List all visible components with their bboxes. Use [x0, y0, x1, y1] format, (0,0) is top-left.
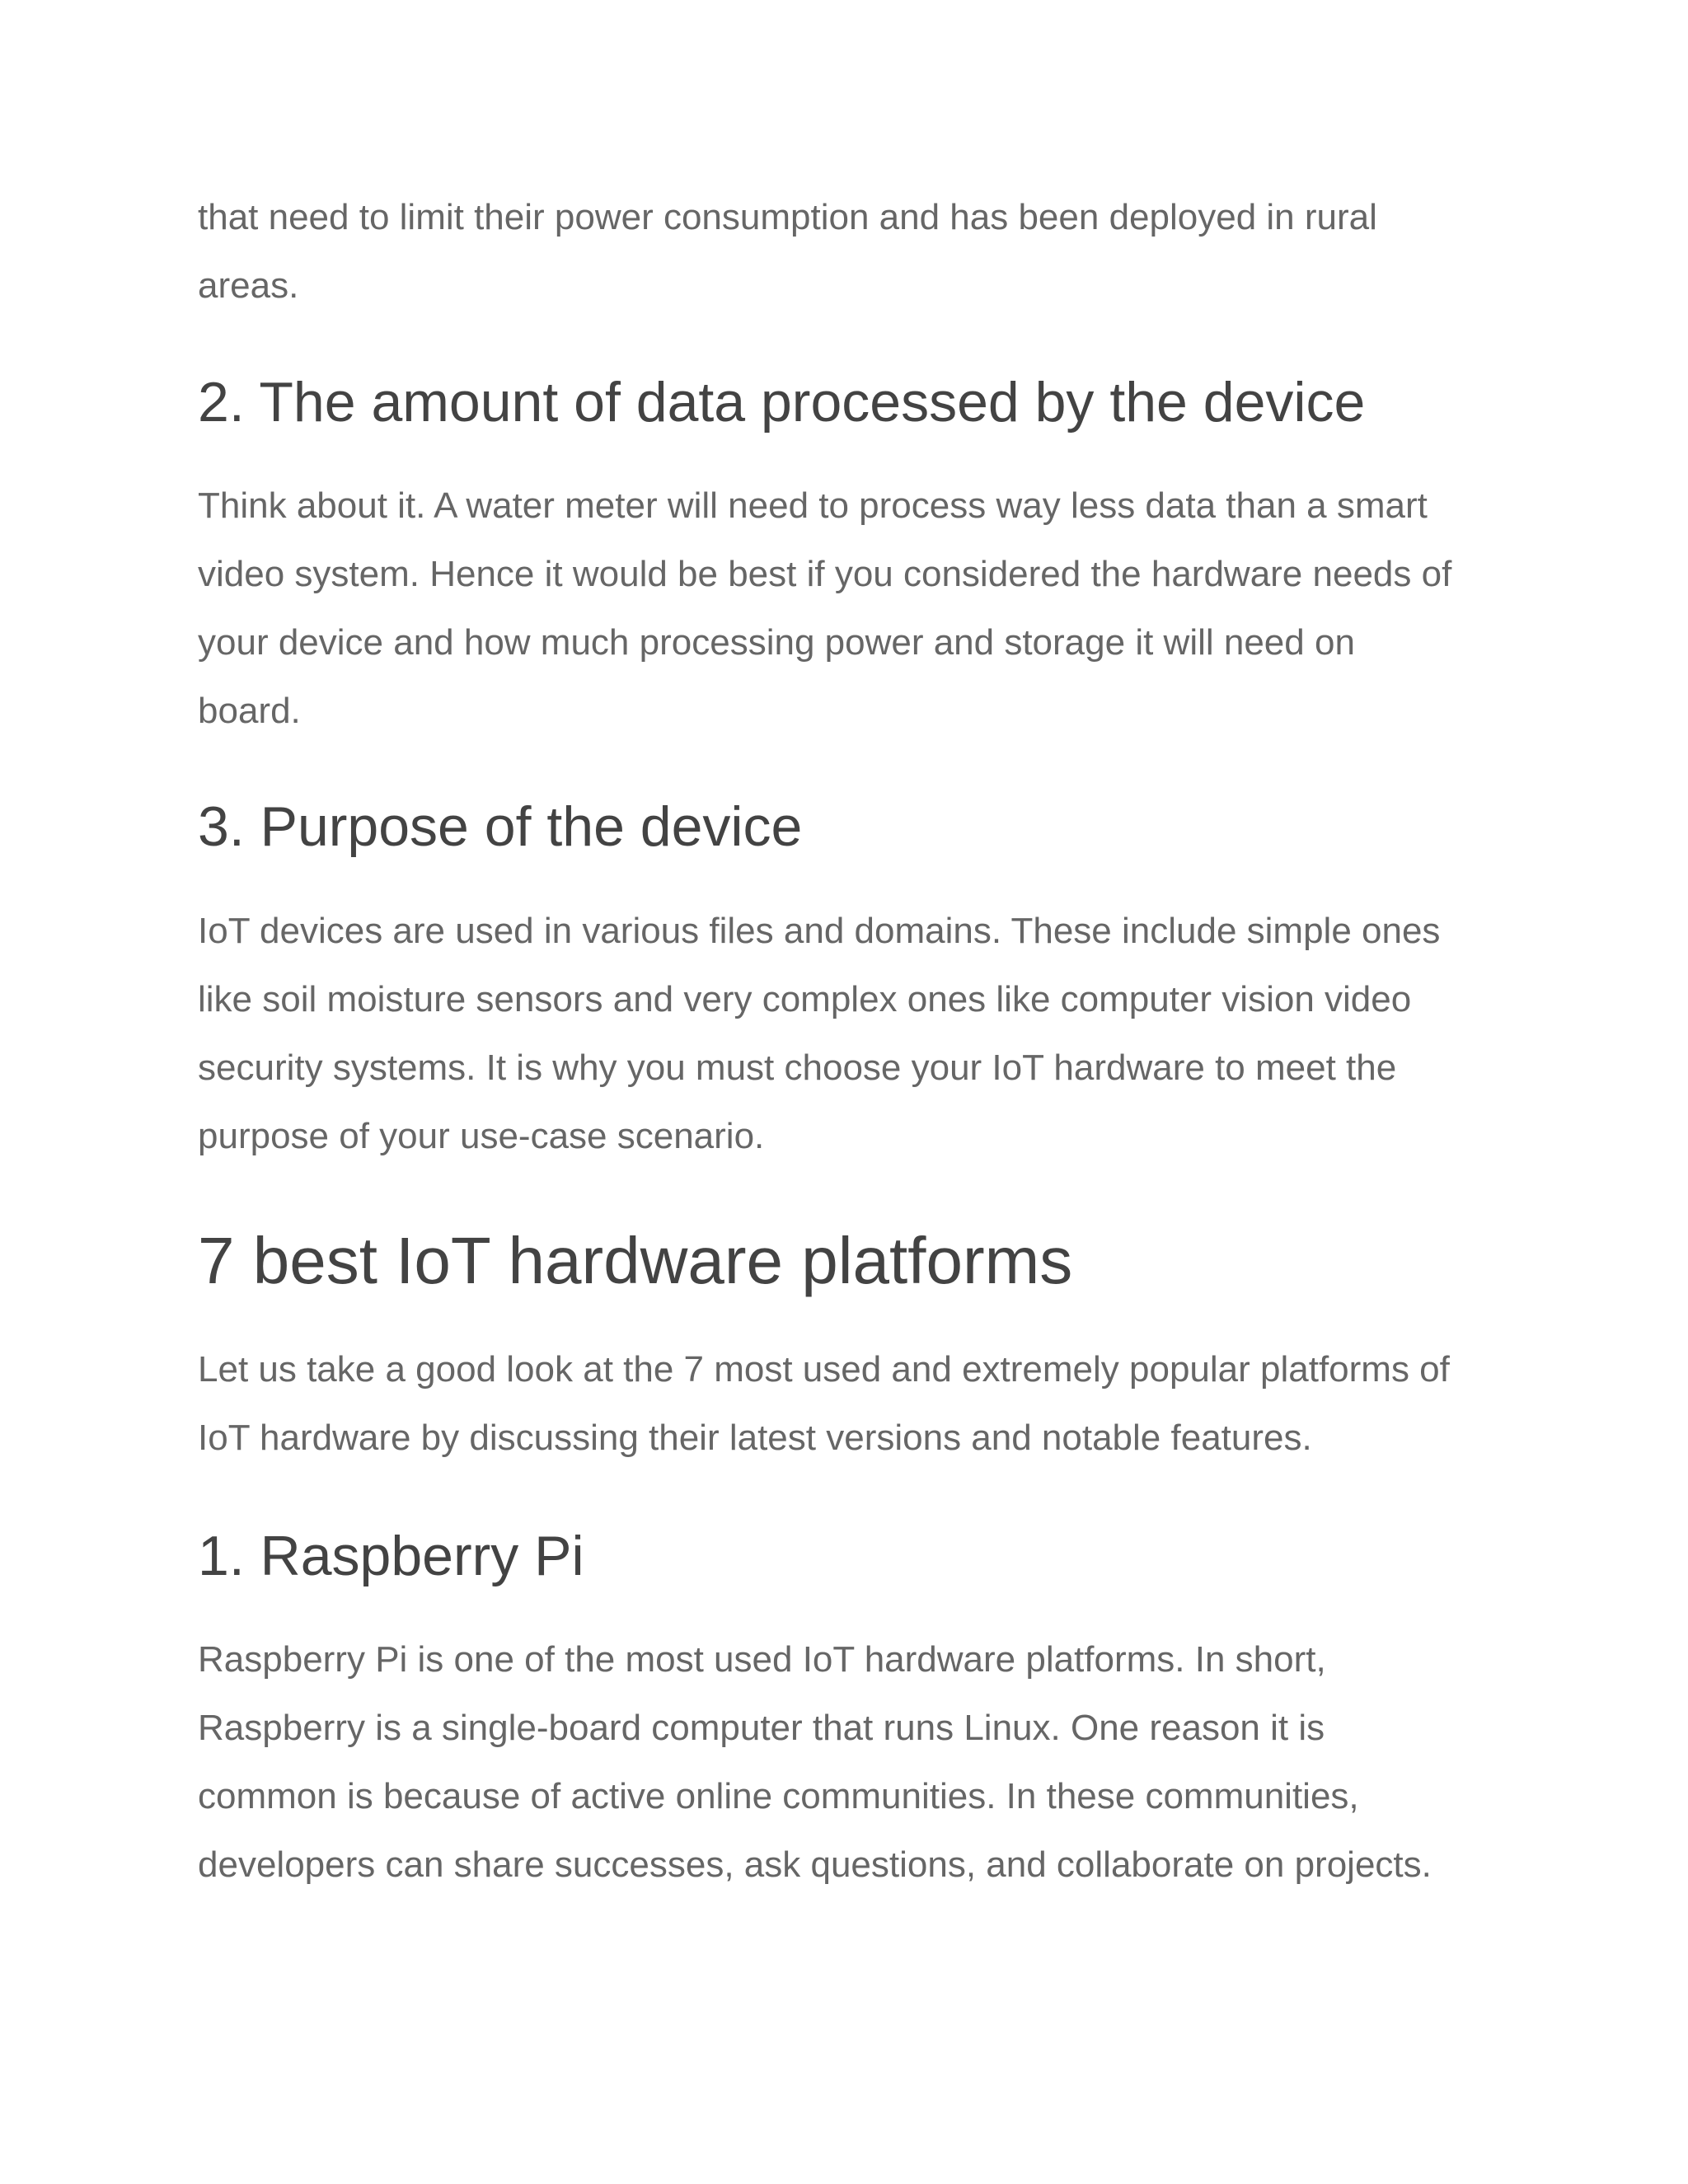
paragraph-line: Raspberry is a single-board computer that runs Linux. One reason it is [198, 1708, 1325, 1748]
paragraph-line: Raspberry Pi is one of the most used IoT hardware platforms. In short, [198, 1639, 1326, 1680]
paragraph-line: purpose of your use-case scenario. [198, 1116, 765, 1156]
paragraph-line: your device and how much processing power and storage it will need on [198, 622, 1355, 663]
section-heading-raspberry-pi: 1. Raspberry Pi [198, 1525, 584, 1587]
platforms-paragraph [198, 1335, 1450, 1472]
paragraph-line: board. [198, 691, 301, 731]
data-amount-paragraph [198, 471, 1451, 745]
paragraph-line: video system. Hence it would be best if you considered the hardware needs of [198, 554, 1452, 594]
section-heading-data-amount: 2. The amount of data processed by the device [198, 371, 1366, 434]
paragraph-line: common is because of active online communities. In these communities, [198, 1776, 1359, 1816]
paragraph-line: Let us take a good look at the 7 most used and extremely popular platforms of [198, 1349, 1450, 1390]
section-heading-purpose: 3. Purpose of the device [198, 795, 803, 858]
paragraph-line: IoT devices are used in various files and domains. These include simple ones [198, 911, 1441, 951]
paragraph-line: that need to limit their power consumption and has been deployed in rural [198, 197, 1377, 237]
paragraph-line: developers can share successes, ask questions, and collaborate on projects. [198, 1844, 1432, 1885]
raspberry-pi-paragraph [198, 1625, 1432, 1899]
paragraph-line: Think about it. A water meter will need to process way less data than a smart [198, 485, 1428, 526]
paragraph-line: IoT hardware by discussing their latest versions and notable features. [198, 1418, 1312, 1458]
section-heading-platforms: 7 best IoT hardware platforms [198, 1224, 1073, 1297]
intro-paragraph [198, 183, 1377, 320]
paragraph-line: like soil moisture sensors and very complex ones like computer vision video [198, 979, 1412, 1019]
paragraph-line: areas. [198, 265, 299, 306]
purpose-paragraph [198, 897, 1440, 1170]
paragraph-line: security systems. It is why you must choose your IoT hardware to meet the [198, 1047, 1397, 1088]
